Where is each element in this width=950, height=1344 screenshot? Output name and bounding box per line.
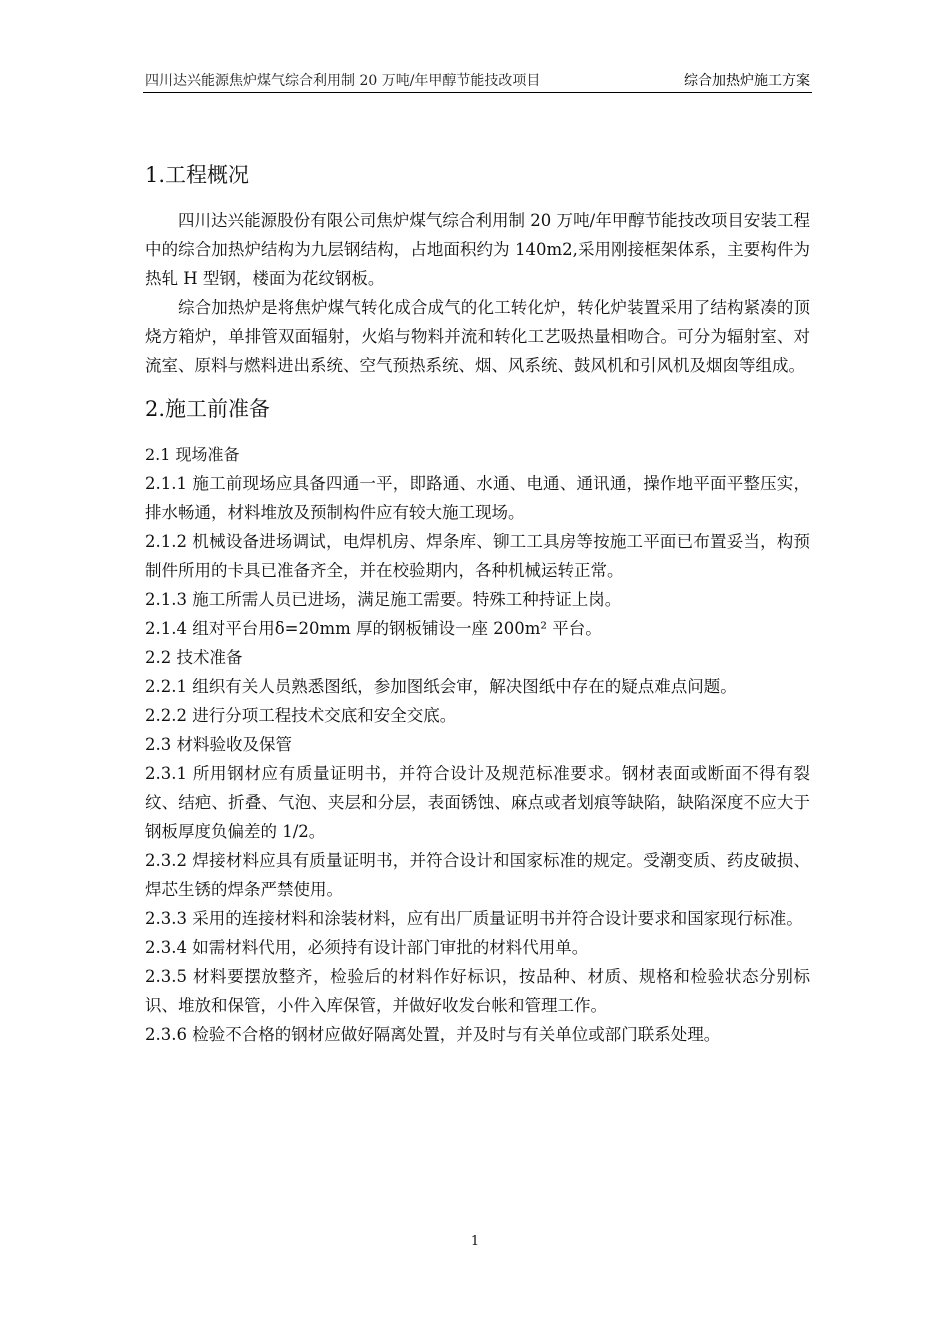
list-item: 2.2.2 进行分项工程技术交底和安全交底。 [145,706,457,725]
list-item: 2.3.4 如需材料代用，必须持有设计部门审批的材料代用单。 [145,938,589,957]
subsection-heading: 2.3 材料验收及保管 [145,735,292,754]
header-document-title: 综合加热炉施工方案 [684,73,810,89]
page-number: 1 [470,1234,480,1249]
list-item: 2.3.5 材料要摆放整齐，检验后的材料作好标识，按品种、材质、规格和检验状态分别标识、堆放和保管，小件入库保管，并做好收发台帐和管理工作。 [145,967,810,1015]
header-project-title: 四川达兴能源焦炉煤气综合利用制 20 万吨/年甲醇节能技改项目 [145,73,541,89]
list-item: 2.1.3 施工所需人员已进场，满足施工需要。特殊工种持证上岗。 [145,590,622,609]
subsection-heading: 2.2 技术准备 [145,648,243,667]
list-item: 2.3.6 检验不合格的钢材应做好隔离处置，并及时与有关单位或部门联系处理。 [145,1025,721,1044]
list-item: 2.2.1 组织有关人员熟悉图纸，参加图纸会审，解决图纸中存在的疑点难点问题。 [145,677,737,696]
list-item: 2.3.1 所用钢材应有质量证明书，并符合设计及规范标准要求。钢材表面或断面不得有裂纹、结疤、折叠、气泡、夹层和分层，表面锈蚀、麻点或者划痕等缺陷，缺陷深度不应大于钢板厚度负偏差的 1/2。 [145,764,810,841]
list-item: 2.1.1 施工前现场应具备四通一平，即路通、水通、电通、通讯通，操作地平面平整压实，排水畅通，材料堆放及预制构件应有较大施工现场。 [145,474,810,522]
subsection-heading: 2.1 现场准备 [145,445,240,464]
page-header [143,70,812,93]
list-item: 2.1.2 机械设备进场调试，电焊机房、焊条库、铆工工具房等按施工平面已布置妥当，构预制件所用的卡具已准备齐全，并在校验期内，各种机械运转正常。 [145,532,810,580]
list-item: 2.1.4 组对平台用δ=20mm 厚的钢板铺设一座 200m² 平台。 [145,619,602,638]
section-1-paragraph: 综合加热炉是将焦炉煤气转化成合成气的化工转化炉，转化炉装置采用了结构紧凑的顶烧方箱炉，单排管双面辐射，火焰与物料并流和转化工艺吸热量相吻合。可分为辐射室、对流室、原料与燃料进出系统、空气预热系统、烟、风系统、鼓风机和引风机及烟囱等组成。 [145,298,810,375]
list-item: 2.3.2 焊接材料应具有质量证明书，并符合设计和国家标准的规定。受潮变质、药皮破损、焊芯生锈的焊条严禁使用。 [145,851,810,899]
section-1-paragraph: 四川达兴能源股份有限公司焦炉煤气综合利用制 20 万吨/年甲醇节能技改项目安装工程中的综合加热炉结构为九层钢结构，占地面积约为 140m2,采用刚接框架体系，主要构件为热轧 H 型钢，楼面为花纹钢板。 [145,211,810,288]
section-2-title: 2.施工前准备 [145,397,271,421]
document-body [145,146,810,1049]
list-item: 2.3.3 采用的连接材料和涂装材料，应有出厂质量证明书并符合设计要求和国家现行标准。 [145,909,803,928]
section-1-title: 1.工程概况 [145,163,250,187]
